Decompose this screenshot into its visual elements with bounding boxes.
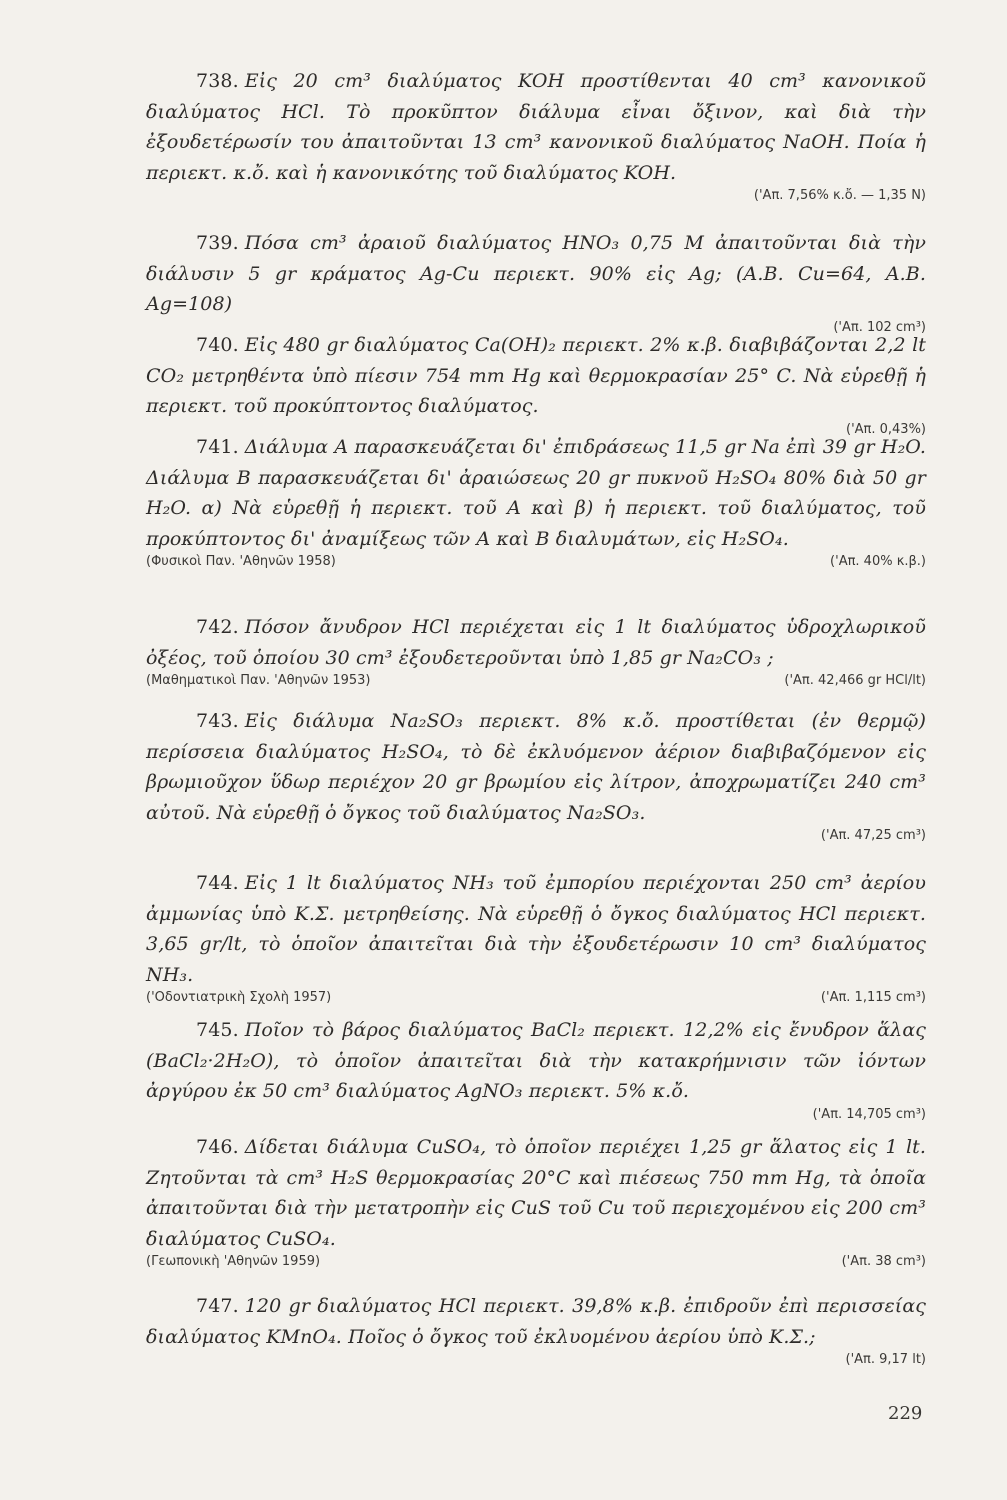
problem-text: 738. Εἰς 20 cm³ διαλύματος KOH προστίθενται 40 cm³ κανονικοῦ διαλύματος HCl. Τὸ προκῦπτον διάλυμα εἶναι ὄξινον, καὶ διὰ τὴν ἐξουδετέρωσίν του ἀπαιτοῦνται 13 cm³ κανονικοῦ διαλύματος NaOH. Ποία ἡ περιεκτ. κ.ὄ. καὶ ἡ κανονικότης τοῦ διαλύματος KOH. xyxy=(146,70,926,184)
problem-number: 743. xyxy=(196,710,239,732)
problem-text: 745. Ποῖον τὸ βάρος διαλύματος BaCl₂ περιεκτ. 12,2% εἰς ἔνυδρον ἅλας (BaCl₂·2H₂O), τὸ ὁποῖον ἀπαιτεῖται διὰ τὴν κατακρήμνισιν τῶν ἰόντων ἀργύρου ἐκ 50 cm³ διαλύματος AgNO₃ περιεκτ. 5% κ.ὄ. xyxy=(146,1019,926,1102)
problem-740 xyxy=(146,330,926,444)
problem-source: (Γεωπονικὴ 'Αθηνῶν 1959) xyxy=(146,1254,321,1269)
problem-answer: ('Απ. 1,115 cm³) xyxy=(820,990,926,1005)
problem-answer: ('Απ. 42,466 gr HCl/lt) xyxy=(784,673,926,688)
problem-number: 745. xyxy=(196,1019,239,1041)
problem-747 xyxy=(146,1291,926,1374)
problem-text: 746. Δίδεται διάλυμα CuSO₄, τὸ ὁποῖον περιέχει 1,25 gr ἅλατος εἰς 1 lt. Ζητοῦνται τὰ cm³ H₂S θερμοκρασίας 20°C καὶ πιέσεως 750 mm Hg, τὰ ὁποῖα ἀπαιτοῦνται διὰ τὴν μετατροπὴν εἰς CuS τοῦ Cu τοῦ περιεχομένου εἰς 200 cm³ διαλύματος CuSO₄. xyxy=(146,1136,926,1250)
problem-source: (Φυσικοὶ Παν. 'Αθηνῶν 1958) xyxy=(146,554,336,569)
problem-text: 742. Πόσον ἄνυδρον HCl περιέχεται εἰς 1 lt διαλύματος ὑδροχλωρικοῦ ὀξέος, τοῦ ὁποίου 30 cm³ ἐξουδετεροῦνται ὑπὸ 1,85 gr Na₂CO₃ ; xyxy=(146,616,926,669)
problem-text: 740. Εἰς 480 gr διαλύματος Ca(OH)₂ περιεκτ. 2% κ.β. διαβιβάζονται 2,2 lt CO₂ μετρηθέντα ὑπὸ πίεσιν 754 mm Hg καὶ θερμοκρασίαν 25° C. Νὰ εὑρεθῇ ἡ περιεκτ. τοῦ προκύπτοντος διαλύματος. xyxy=(146,334,926,417)
problem-text: 743. Εἰς διάλυμα Na₂SO₃ περιεκτ. 8% κ.ὄ. προστίθεται (ἐν θερμῷ) περίσσεια διαλύματος H₂SO₄, τὸ δὲ ἐκλυόμενον ἀέριον διαβιβαζόμενον εἰς βρωμιοῦχον ὕδωρ περιέχον 20 gr βρωμίου εἰς λίτρον, ἀποχρωματίζει 240 cm³ αὐτοῦ. Νὰ εὑρεθῇ ὁ ὄγκος τοῦ διαλύματος Na₂SO₃. xyxy=(146,710,926,824)
problem-answer: ('Απ. 47,25 cm³) xyxy=(820,828,926,843)
problem-answer: ('Απ. 38 cm³) xyxy=(841,1254,926,1269)
problem-number: 742. xyxy=(196,616,239,638)
problem-number: 741. xyxy=(196,436,239,458)
problem-answer: ('Απ. 0,43%) xyxy=(846,421,926,437)
problem-answer: ('Απ. 102 cm³) xyxy=(833,319,926,335)
problem-741 xyxy=(146,432,926,576)
problem-answer: ('Απ. 14,705 cm³) xyxy=(812,1106,926,1122)
problem-746 xyxy=(146,1132,926,1276)
problem-meta xyxy=(146,1107,926,1129)
problem-meta xyxy=(146,188,926,210)
problem-meta xyxy=(146,1352,926,1374)
problem-number: 747. xyxy=(196,1295,239,1317)
problem-743 xyxy=(146,706,926,850)
problem-number: 744. xyxy=(196,872,239,894)
problem-742 xyxy=(146,612,926,695)
problem-number: 738. xyxy=(196,70,239,92)
problem-744 xyxy=(146,868,926,1012)
problem-738 xyxy=(146,66,926,210)
page-number: 229 xyxy=(888,1403,923,1424)
problem-answer: ('Απ. 7,56% κ.ὄ. — 1,35 N) xyxy=(753,188,926,203)
problem-answer: ('Απ. 40% κ.β.) xyxy=(830,554,926,569)
problem-meta xyxy=(146,554,926,576)
problem-answer: ('Απ. 9,17 lt) xyxy=(845,1352,926,1367)
problem-meta xyxy=(146,990,926,1012)
problem-number: 746. xyxy=(196,1136,239,1158)
problem-source: (Μαθηματικοὶ Παν. 'Αθηνῶν 1953) xyxy=(146,673,371,688)
problem-meta xyxy=(146,673,926,695)
problem-739 xyxy=(146,228,926,342)
problem-text: 741. Διάλυμα A παρασκευάζεται δι' ἐπιδράσεως 11,5 gr Na ἐπὶ 39 gr H₂O. Διάλυμα B παρασκευάζεται δι' ἀραιώσεως 20 gr πυκνοῦ H₂SO₄ 80% διὰ 50 gr H₂O. α) Νὰ εὑρεθῇ ἡ περιεκτ. τοῦ A καὶ β) ἡ περιεκτ. τοῦ διαλύματος, τοῦ προκύπτοντος δι' ἀναμίξεως τῶν A καὶ B διαλυμάτων, εἰς H₂SO₄. xyxy=(146,436,926,550)
problem-source: ('Οδοντιατρικὴ Σχολὴ 1957) xyxy=(146,990,332,1005)
problem-meta xyxy=(146,1254,926,1276)
problem-meta xyxy=(146,828,926,850)
problem-text: 739. Πόσα cm³ ἀραιοῦ διαλύματος HNO₃ 0,75 M ἀπαιτοῦνται διὰ τὴν διάλυσιν 5 gr κράματος Ag-Cu περιεκτ. 90% εἰς Ag; (A.B. Cu=64, A.B. Ag=108) xyxy=(146,232,926,315)
problem-text: 747. 120 gr διαλύματος HCl περιεκτ. 39,8% κ.β. ἐπιδροῦν ἐπὶ περισσείας διαλύματος KMnO₄. Ποῖος ὁ ὄγκος τοῦ ἐκλυομένου ἀερίου ὑπὸ K.Σ.; xyxy=(146,1295,926,1348)
problem-745 xyxy=(146,1015,926,1129)
problem-number: 739. xyxy=(196,232,239,254)
problem-number: 740. xyxy=(196,334,239,356)
problem-text: 744. Εἰς 1 lt διαλύματος NH₃ τοῦ ἐμπορίου περιέχονται 250 cm³ ἀερίου ἀμμωνίας ὑπὸ K.Σ. μετρηθείσης. Νὰ εὑρεθῇ ὁ ὄγκος διαλύματος HCl περιεκτ. 3,65 gr/lt, τὸ ὁποῖον ἀπαιτεῖται διὰ τὴν ἐξουδετέρωσιν 10 cm³ διαλύματος NH₃. xyxy=(146,872,926,986)
